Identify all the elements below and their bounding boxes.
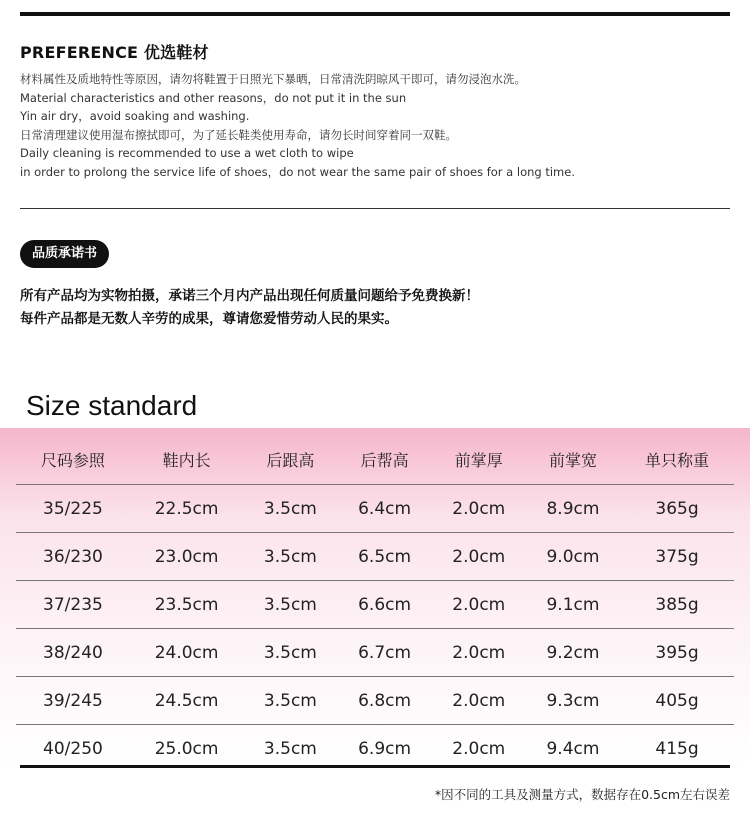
table-cell: 365g (620, 485, 734, 533)
table-cell: 9.0cm (526, 533, 620, 581)
table-cell: 9.1cm (526, 581, 620, 629)
table-cell: 25.0cm (154, 738, 219, 759)
header-cell: 尺码参照 (16, 434, 130, 485)
size-table-header (16, 434, 734, 485)
table-cell: 2.0cm (432, 677, 526, 725)
header-cell: 鞋内长 (130, 434, 243, 485)
preference-line: 日常清理建议使用湿布擦拭即可，为了延长鞋类使用寿命，请勿长时间穿着同一双鞋。 (20, 127, 457, 142)
size-standard-title: Size standard (26, 390, 198, 421)
header-cell: 前掌宽 (526, 434, 620, 485)
preference-line: Daily cleaning is recommended to use a wet cloth to wipe (20, 146, 354, 161)
table-cell: 6.5cm (337, 533, 431, 581)
table-cell: 23.5cm (130, 581, 243, 629)
table-row (16, 485, 734, 533)
table-cell: 22.5cm (130, 485, 243, 533)
table-cell: 8.9cm (526, 485, 620, 533)
section-divider (20, 208, 730, 209)
table-cell: 24.0cm (130, 629, 243, 677)
preference-line: Material characteristics and other reasons，do not put it in the sun (20, 90, 407, 105)
table-cell: 9.4cm (546, 738, 600, 759)
size-table (16, 434, 734, 772)
table-cell: 35/225 (16, 485, 130, 533)
quality-promise (20, 285, 479, 331)
table-cell: 3.5cm (243, 533, 337, 581)
table-row (16, 533, 734, 581)
table-cell: 6.7cm (337, 629, 431, 677)
preference-line: Yin air dry，avoid soaking and washing. (20, 109, 250, 124)
preference-line: 材料属性及质地特性等原因，请勿将鞋置于日照光下暴晒，日常清洗阴晾风干即可，请勿浸泡水洗。 (20, 72, 526, 86)
table-cell: 6.4cm (337, 485, 431, 533)
table-cell: 9.2cm (526, 629, 620, 677)
preference-line: in order to prolong the service life of shoes，do not wear the same pair of shoes for a long time. (20, 164, 575, 179)
table-cell: 6.9cm (358, 738, 412, 759)
preference-title: PREFERENCE 优选鞋材 (20, 43, 209, 62)
table-cell: 6.8cm (337, 677, 431, 725)
table-row (16, 581, 734, 629)
table-cell: 2.0cm (452, 738, 506, 759)
table-cell: 3.5cm (243, 581, 337, 629)
table-cell: 23.0cm (130, 533, 243, 581)
promise-line: 所有产品均为实物拍摄，承诺三个月内产品出现任何质量问题给予免费换新！ (20, 288, 479, 304)
table-cell: 2.0cm (432, 485, 526, 533)
table-cell: 36/230 (16, 533, 130, 581)
table-row (16, 629, 734, 677)
table-cell: 3.5cm (263, 738, 317, 759)
table-cell: 40/250 (43, 738, 103, 759)
table-cell: 24.5cm (130, 677, 243, 725)
header-cell: 后帮高 (337, 434, 431, 485)
header-cell: 单只称重 (620, 434, 734, 485)
promise-line: 每件产品都是无数人辛劳的成果，尊请您爱惜劳动人民的果实。 (20, 311, 398, 327)
measurement-note: *因不同的工具及测量方式，数据存在0.5cm左右误差 (434, 787, 730, 802)
preference-description (20, 70, 730, 182)
table-cell: 375g (620, 533, 734, 581)
table-cell: 3.5cm (243, 629, 337, 677)
table-cell: 6.6cm (337, 581, 431, 629)
table-cell: 405g (620, 677, 734, 725)
table-cell: 415g (655, 738, 699, 759)
header-cell: 前掌厚 (432, 434, 526, 485)
table-cell: 9.3cm (526, 677, 620, 725)
table-cell: 38/240 (16, 629, 130, 677)
header-cell: 后跟高 (243, 434, 337, 485)
table-cell: 39/245 (16, 677, 130, 725)
table-cell: 385g (620, 581, 734, 629)
quality-badge: 品质承诺书 (20, 240, 109, 268)
bottom-divider (20, 765, 730, 768)
table-cell: 2.0cm (432, 629, 526, 677)
table-row (16, 677, 734, 725)
table-cell: 2.0cm (432, 581, 526, 629)
table-cell: 2.0cm (432, 533, 526, 581)
table-cell: 3.5cm (243, 677, 337, 725)
table-cell: 395g (620, 629, 734, 677)
top-divider (20, 12, 730, 16)
table-cell: 37/235 (16, 581, 130, 629)
table-cell: 3.5cm (243, 485, 337, 533)
